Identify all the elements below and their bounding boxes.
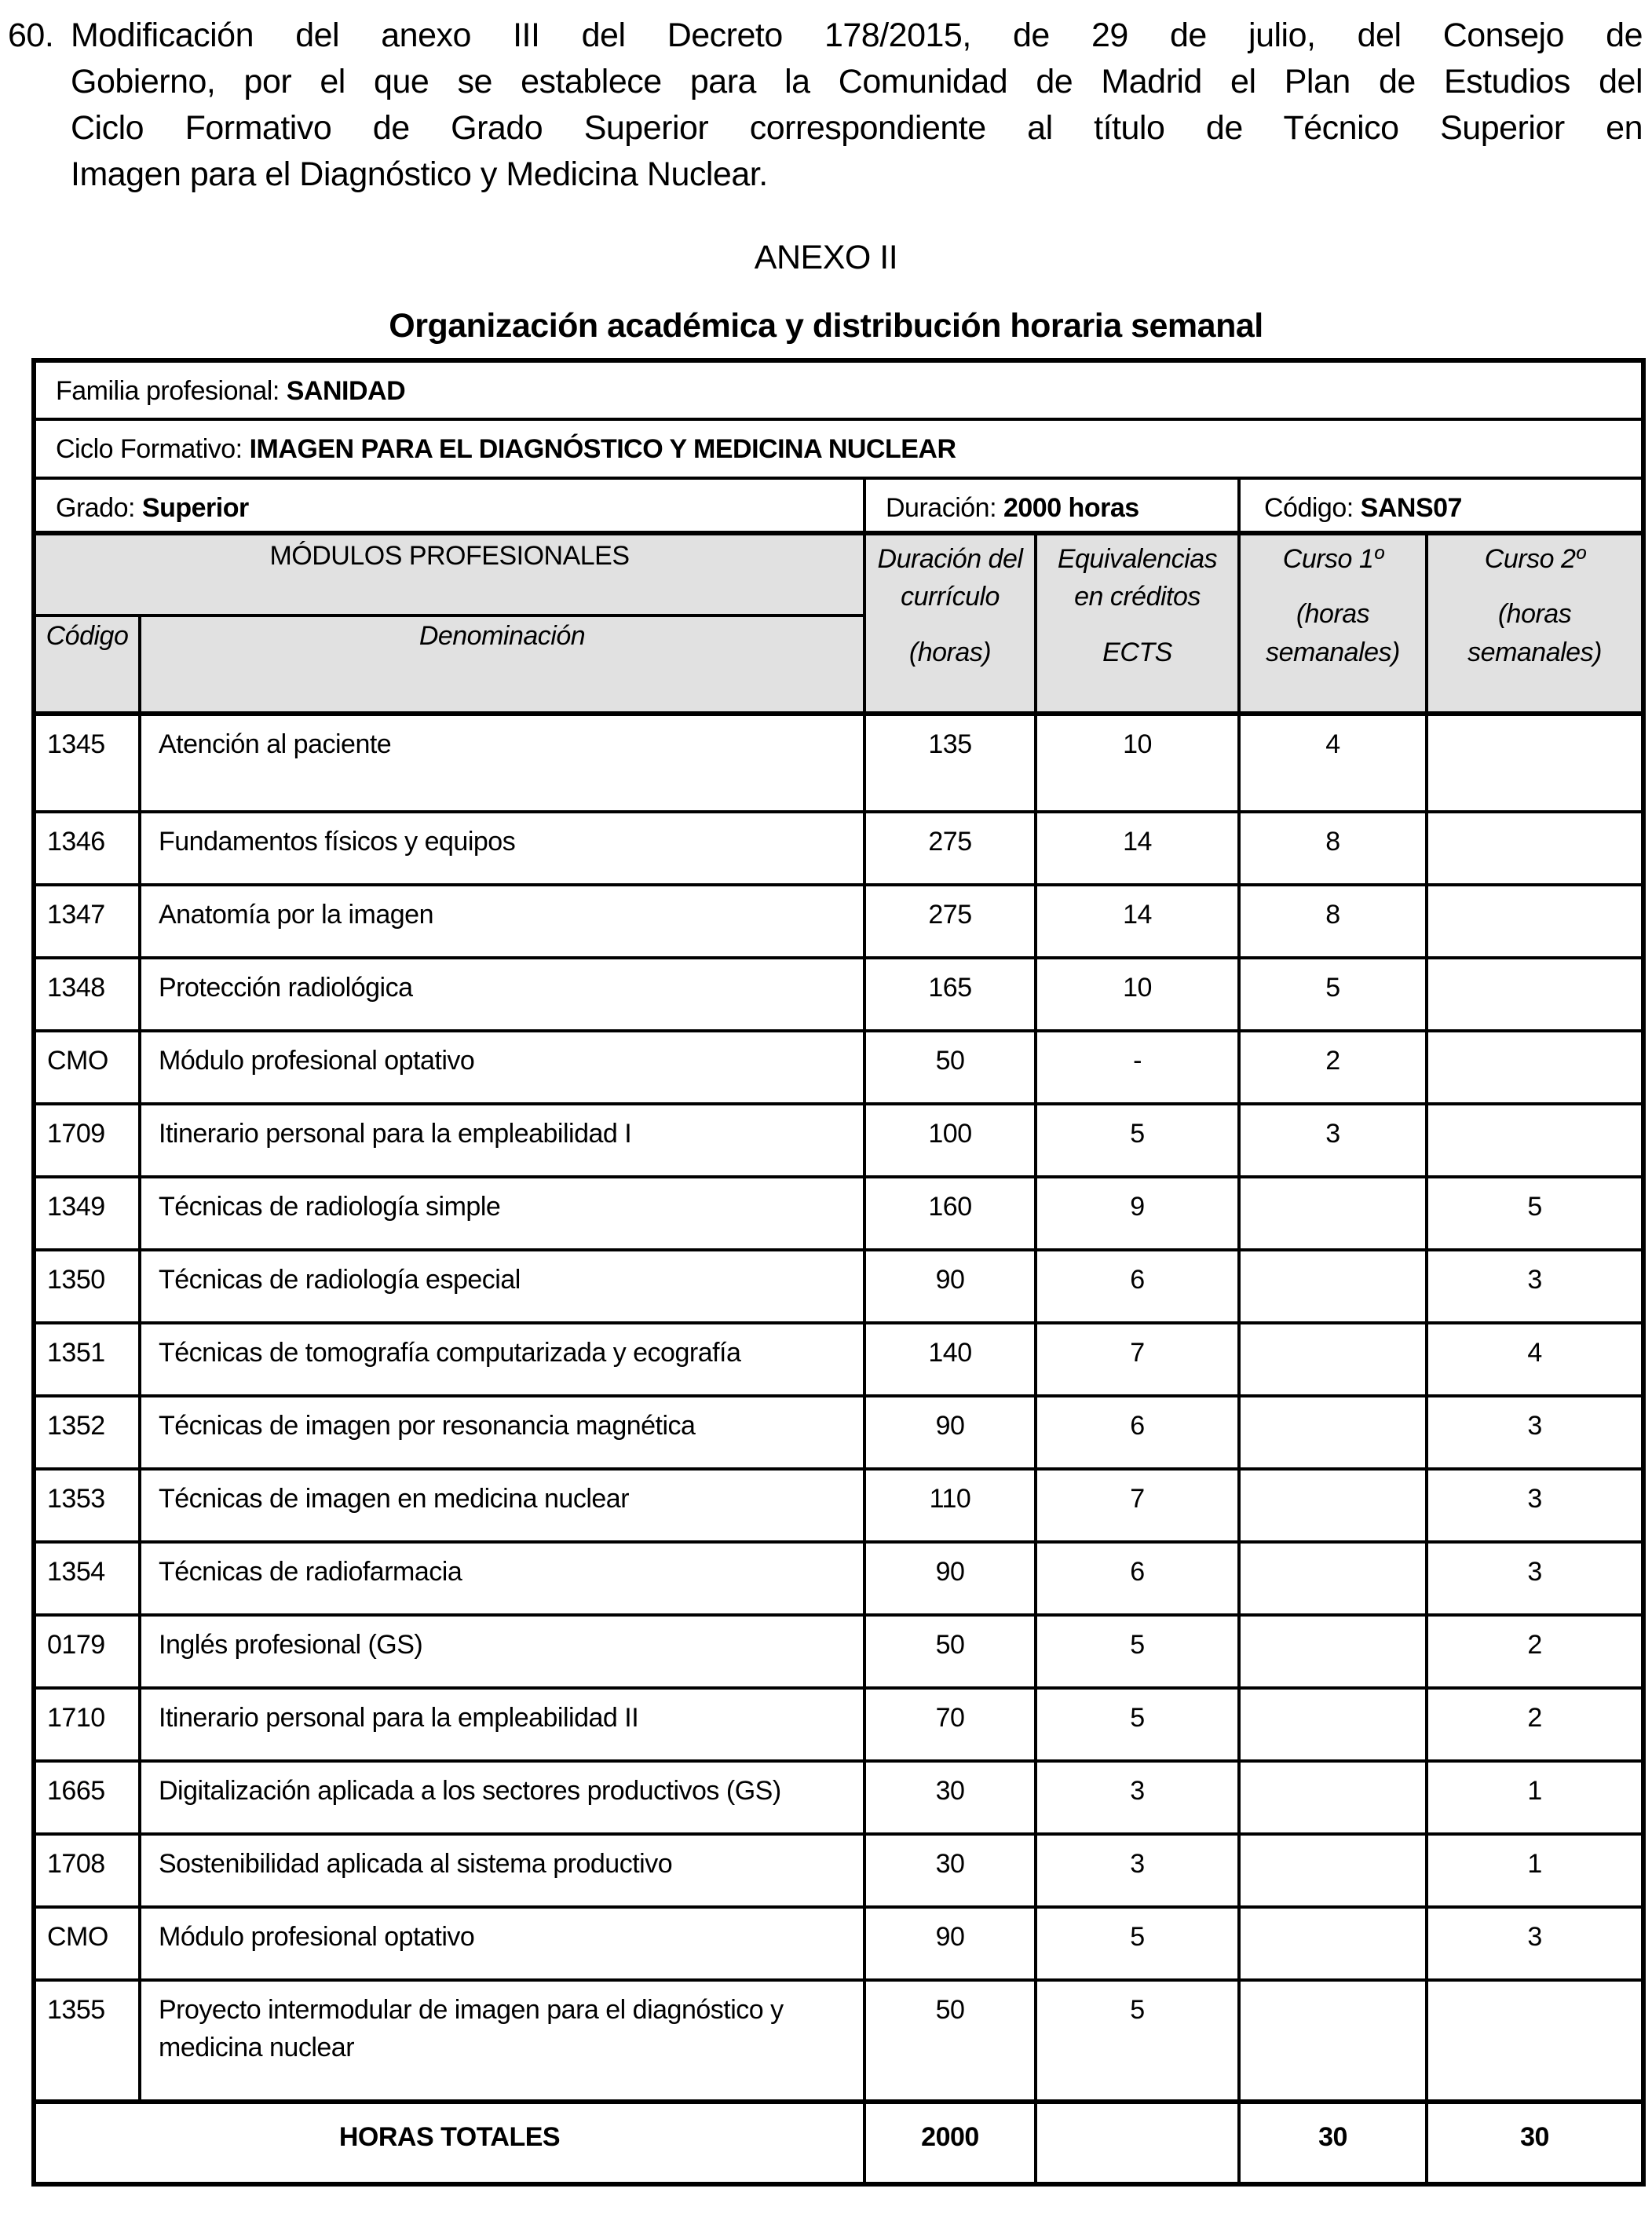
module-name: Protección radiológica (140, 958, 864, 1031)
header-denominacion: Denominación (140, 616, 864, 714)
module-ects: 3 (1036, 1761, 1239, 1834)
module-course2: 3 (1427, 1542, 1643, 1615)
grado-value: Superior (141, 493, 249, 523)
module-course1 (1239, 1469, 1427, 1542)
module-code: 1710 (34, 1688, 140, 1761)
duracion-cell (864, 478, 1239, 533)
module-hours: 50 (864, 1031, 1036, 1104)
grado-label: Grado: (56, 493, 135, 523)
module-hours: 275 (864, 885, 1036, 958)
module-row (34, 812, 1643, 885)
module-row (34, 958, 1643, 1031)
header-curso2-line1: Curso 2º (1484, 544, 1585, 574)
module-course1 (1239, 1907, 1427, 1980)
module-course1 (1239, 1688, 1427, 1761)
module-name: Digitalización aplicada a los sectores productivos (GS) (140, 1761, 864, 1834)
module-ects: 5 (1036, 1104, 1239, 1177)
codigo-value: SANS07 (1360, 493, 1462, 523)
module-hours: 50 (864, 1615, 1036, 1688)
totals-ects (1036, 2102, 1239, 2184)
module-name: Fundamentos físicos y equipos (140, 812, 864, 885)
header-row-1 (34, 533, 1643, 616)
module-ects: 9 (1036, 1177, 1239, 1250)
module-course2 (1427, 1104, 1643, 1177)
module-ects: 5 (1036, 1907, 1239, 1980)
ciclo-value: IMAGEN PARA EL DIAGNÓSTICO Y MEDICINA NUCLEAR (249, 434, 956, 464)
familia-label: Familia profesional: (56, 376, 280, 406)
header-modulos: MÓDULOS PROFESIONALES (34, 533, 864, 616)
module-ects: 5 (1036, 1615, 1239, 1688)
module-row (34, 1250, 1643, 1323)
module-hours: 30 (864, 1834, 1036, 1907)
module-row (34, 885, 1643, 958)
table-info-section (34, 360, 1643, 714)
module-name: Sostenibilidad aplicada al sistema productivo (140, 1834, 864, 1907)
module-name: Itinerario personal para la empleabilidad II (140, 1688, 864, 1761)
ciclo-label: Ciclo Formativo: (56, 434, 243, 464)
module-name: Técnicas de radiofarmacia (140, 1542, 864, 1615)
duracion-label: Duración: (886, 493, 997, 523)
module-course1 (1239, 1323, 1427, 1396)
module-course1 (1239, 1980, 1427, 2102)
header-curso1-line2: (horas semanales) (1266, 599, 1400, 667)
module-ects: 6 (1036, 1396, 1239, 1469)
grado-cell (34, 478, 864, 533)
familia-row (34, 360, 1643, 419)
module-code: 1355 (34, 1980, 140, 2102)
module-row (34, 1615, 1643, 1688)
module-course2: 1 (1427, 1761, 1643, 1834)
module-hours: 110 (864, 1469, 1036, 1542)
familia-value: SANIDAD (286, 376, 406, 406)
familia-cell (34, 360, 1643, 419)
module-course2 (1427, 958, 1643, 1031)
module-course2 (1427, 812, 1643, 885)
module-row (34, 1104, 1643, 1177)
module-course1: 5 (1239, 958, 1427, 1031)
module-course2: 1 (1427, 1834, 1643, 1907)
module-ects: 6 (1036, 1250, 1239, 1323)
module-ects: 14 (1036, 812, 1239, 885)
module-course2: 3 (1427, 1907, 1643, 1980)
module-code: 1350 (34, 1250, 140, 1323)
heading-line-4: Imagen para el Diagnóstico y Medicina Nuclear. (71, 155, 768, 193)
module-name: Módulo profesional optativo (140, 1907, 864, 1980)
module-course2: 3 (1427, 1396, 1643, 1469)
module-course2 (1427, 1031, 1643, 1104)
module-name: Proyecto intermodular de imagen para el diagnóstico y medicina nuclear (140, 1980, 864, 2102)
modules-section (34, 714, 1643, 2102)
module-course1 (1239, 1542, 1427, 1615)
module-course2 (1427, 714, 1643, 812)
header-ects-line2: ECTS (1102, 637, 1172, 667)
module-code: CMO (34, 1031, 140, 1104)
module-course1: 4 (1239, 714, 1427, 812)
module-code: 1354 (34, 1542, 140, 1615)
module-name: Técnicas de imagen por resonancia magnética (140, 1396, 864, 1469)
section-heading (8, 13, 1643, 198)
module-row (34, 1980, 1643, 2102)
heading-line-1 (8, 13, 1643, 59)
module-ects: 6 (1036, 1542, 1239, 1615)
module-course2: 3 (1427, 1250, 1643, 1323)
module-ects: 7 (1036, 1469, 1239, 1542)
module-code: 1352 (34, 1396, 140, 1469)
module-row (34, 1323, 1643, 1396)
module-row (34, 1177, 1643, 1250)
module-course2: 2 (1427, 1615, 1643, 1688)
module-course1 (1239, 1761, 1427, 1834)
totals-course1: 30 (1239, 2102, 1427, 2184)
ciclo-cell (34, 419, 1643, 478)
module-course1: 2 (1239, 1031, 1427, 1104)
module-row (34, 1688, 1643, 1761)
totals-row (34, 2102, 1643, 2184)
module-name: Técnicas de tomografía computarizada y ecografía (140, 1323, 864, 1396)
duracion-value: 2000 horas (1003, 493, 1139, 523)
module-hours: 30 (864, 1761, 1036, 1834)
module-course1 (1239, 1250, 1427, 1323)
module-name: Módulo profesional optativo (140, 1031, 864, 1104)
module-code: 1353 (34, 1469, 140, 1542)
module-name: Inglés profesional (GS) (140, 1615, 864, 1688)
module-hours: 165 (864, 958, 1036, 1031)
heading-line-3: Ciclo Formativo de Grado Superior correspondiente al título de Técnico Superior en (71, 109, 1643, 147)
module-course1: 8 (1239, 812, 1427, 885)
header-ects-line1: Equivalencias en créditos (1057, 544, 1218, 612)
module-hours: 50 (864, 1980, 1036, 2102)
module-code: 1665 (34, 1761, 140, 1834)
module-row (34, 1542, 1643, 1615)
module-course1 (1239, 1177, 1427, 1250)
module-ects: 10 (1036, 714, 1239, 812)
grado-row (34, 478, 1643, 533)
module-course2: 2 (1427, 1688, 1643, 1761)
header-ects (1036, 533, 1239, 714)
header-curso2 (1427, 533, 1643, 714)
table-title: Organización académica y distribución horaria semanal (389, 307, 1263, 345)
module-name: Técnicas de radiología simple (140, 1177, 864, 1250)
module-ects: 7 (1036, 1323, 1239, 1396)
module-name: Itinerario personal para la empleabilidad I (140, 1104, 864, 1177)
module-course2: 4 (1427, 1323, 1643, 1396)
header-duracion-line1: Duración del currículo (877, 544, 1023, 612)
module-hours: 275 (864, 812, 1036, 885)
study-plan-table (31, 358, 1646, 2187)
module-code: 1709 (34, 1104, 140, 1177)
module-row (34, 1761, 1643, 1834)
module-code: CMO (34, 1907, 140, 1980)
module-ects: 10 (1036, 958, 1239, 1031)
header-codigo: Código (34, 616, 140, 714)
header-duracion (864, 533, 1036, 714)
module-hours: 100 (864, 1104, 1036, 1177)
totals-course2: 30 (1427, 2102, 1643, 2184)
annex-title: ANEXO II (754, 239, 898, 276)
totals-label: HORAS TOTALES (34, 2102, 864, 2184)
module-hours: 70 (864, 1688, 1036, 1761)
module-hours: 90 (864, 1542, 1036, 1615)
header-curso1 (1239, 533, 1427, 714)
module-row (34, 1031, 1643, 1104)
module-hours: 90 (864, 1907, 1036, 1980)
module-code: 1346 (34, 812, 140, 885)
module-code: 1347 (34, 885, 140, 958)
module-course2: 5 (1427, 1177, 1643, 1250)
module-course2 (1427, 885, 1643, 958)
module-hours: 90 (864, 1250, 1036, 1323)
module-code: 1349 (34, 1177, 140, 1250)
heading-line-2: Gobierno, por el que se establece para la Comunidad de Madrid el Plan de Estudios del (71, 63, 1643, 100)
module-course1: 8 (1239, 885, 1427, 958)
module-ects: 5 (1036, 1688, 1239, 1761)
module-row (34, 1396, 1643, 1469)
module-course1 (1239, 1396, 1427, 1469)
codigo-label: Código: (1264, 493, 1354, 523)
module-row (34, 714, 1643, 812)
module-name: Técnicas de imagen en medicina nuclear (140, 1469, 864, 1542)
module-code: 1348 (34, 958, 140, 1031)
module-course2: 3 (1427, 1469, 1643, 1542)
module-course1 (1239, 1834, 1427, 1907)
module-ects: - (1036, 1031, 1239, 1104)
module-hours: 160 (864, 1177, 1036, 1250)
module-code: 0179 (34, 1615, 140, 1688)
module-code: 1708 (34, 1834, 140, 1907)
module-name: Atención al paciente (140, 714, 864, 812)
header-curso1-line1: Curso 1º (1282, 544, 1383, 574)
document-page (0, 13, 1652, 2214)
module-ects: 14 (1036, 885, 1239, 958)
module-row (34, 1469, 1643, 1542)
module-name: Técnicas de radiología especial (140, 1250, 864, 1323)
module-name: Anatomía por la imagen (140, 885, 864, 958)
totals-hours: 2000 (864, 2102, 1036, 2184)
ciclo-row (34, 419, 1643, 478)
module-hours: 135 (864, 714, 1036, 812)
totals-section (34, 2102, 1643, 2184)
module-ects: 3 (1036, 1834, 1239, 1907)
module-hours: 90 (864, 1396, 1036, 1469)
header-duracion-line2: (horas) (908, 637, 992, 667)
heading-line-1-text: Modificación del anexo III del Decreto 178/2015, de 29 de julio, del Consejo de (71, 16, 1643, 54)
module-row (34, 1907, 1643, 1980)
module-course2 (1427, 1980, 1643, 2102)
codigo-cell (1239, 478, 1643, 533)
module-row (34, 1834, 1643, 1907)
module-code: 1351 (34, 1323, 140, 1396)
module-course1: 3 (1239, 1104, 1427, 1177)
module-hours: 140 (864, 1323, 1036, 1396)
module-ects: 5 (1036, 1980, 1239, 2102)
header-curso2-line2: (horas semanales) (1467, 599, 1602, 667)
module-code: 1345 (34, 714, 140, 812)
module-course1 (1239, 1615, 1427, 1688)
heading-number: 60. (8, 16, 54, 54)
